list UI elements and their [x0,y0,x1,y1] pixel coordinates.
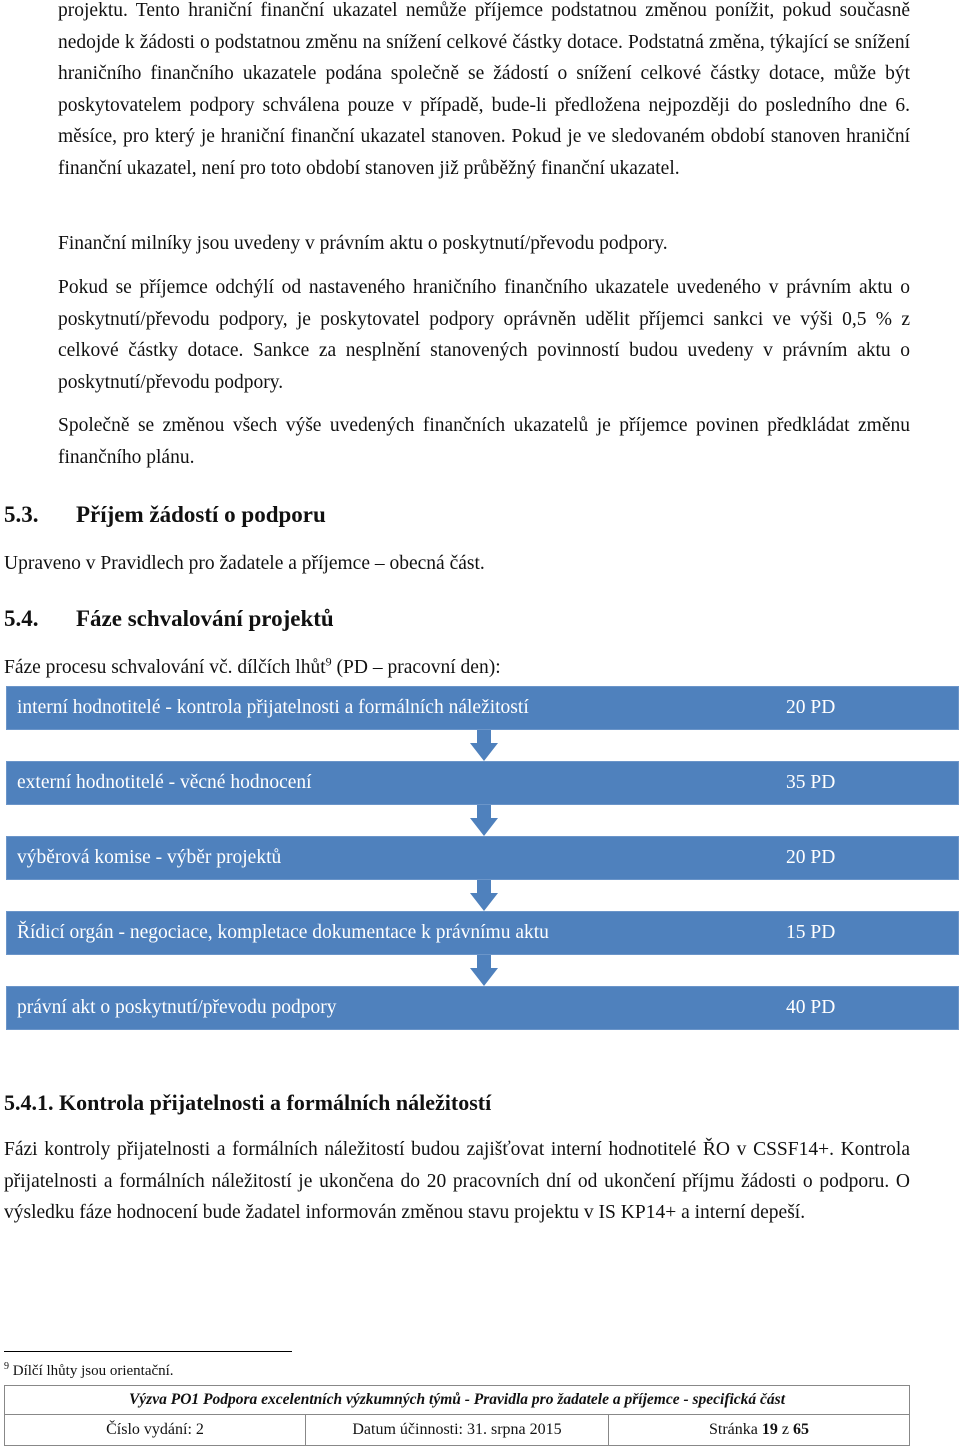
arrow-down-icon [470,805,498,836]
stage-duration: 20 PD [786,697,836,718]
page-of: z [777,1421,793,1438]
section-number: 5.3. [4,502,39,527]
stage-managing-authority [6,911,959,955]
paragraph-general-rules: Upraveno v Pravidlech pro žadatele a příjemce – obecná část. [4,553,485,574]
date-label: Datum účinnosti: [352,1421,467,1438]
section-heading-5-4 [4,606,334,632]
footer-document-title: Výzva PO1 Podpora excelentních výzkumných týmů - Pravidla pro žadatele a příjemce - specifická část [5,1386,910,1415]
phases-intro-rest: (PD – pracovní den): [331,657,501,678]
paragraph-financial-indicator: projektu. Tento hraniční finanční ukazatel nemůže příjemce podstatnou změnou ponížit, pokud současně nedojde k žádosti o podstatnou změnu na snížení celkové částky dotace. Podstatná změna, týkající se snížení hraničního finančního ukazatele podána společně se žádostí o snížení celkové částky dotace, může být poskytovatelem podpory schválena pouze v případě, bude-li předložena nejpozději do posledního dne 6. měsíce, pro který je hraniční finanční ukazatel stanoven. Pokud je ve sledovaném období stanoven hraniční finanční ukazatel, není pro toto období stanoven již průběžný finanční ukazatel. [58,0,910,179]
stage-label: externí hodnotitelé - věcné hodnocení [17,772,312,793]
stage-label: právní akt o poskytnutí/převodu podpory [17,997,337,1018]
footnote-divider [4,1351,292,1352]
stage-label: výběrová komise - výběr projektů [17,847,282,868]
stage-duration: 15 PD [786,922,836,943]
footnote-number: 9 [4,1361,9,1372]
footnote-text: Dílčí lhůty jsou orientační. [9,1363,174,1379]
footer-page [609,1415,910,1446]
page-total: 65 [792,1421,809,1438]
page-number: 19 [761,1421,778,1438]
section-heading-5-4-1: 5.4.1. Kontrola přijatelnosti a formálních náležitostí [4,1090,492,1115]
page-footer [4,1385,910,1446]
stage-label: interní hodnotitelé - kontrola přijatelnosti a formálních náležitostí [17,697,529,718]
paragraph-process-phases [4,652,910,684]
footer-date [306,1415,609,1446]
paragraph-admissibility-check: Fázi kontroly přijatelnosti a formálních náležitostí budou zajišťovat interní hodnotitelé ŘO v CSSF14+. Kontrola přijatelnosti a formálních náležitostí je ukončena do 20 pracovních dní od ukončení příjmu žádosti o podporu. O výsledku fáze hodnocení bude žadatel informován změnou stavu projektu v IS KP14+ a interní depeší. [4,1139,910,1223]
stage-internal-evaluation [6,686,959,730]
stage-duration: 35 PD [786,772,836,793]
arrow-down-icon [470,880,498,911]
section-title: Fáze schvalování projektů [76,606,334,631]
stage-external-evaluation [6,761,959,805]
stage-duration: 40 PD [786,997,836,1018]
issue-label: Číslo vydání: [106,1421,196,1438]
phases-intro: Fáze procesu schvalování vč. dílčích lhůt [4,657,326,678]
paragraph-sanction: Pokud se příjemce odchýlí od nastaveného hraničního finančního ukazatele uvedeného v právním aktu o poskytnutí/převodu podpory, je poskytovatel podpory oprávněn udělit příjemci sankci ve výši 0,5 % z celkové částky dotace. Sankce za nesplnění stanovených povinností budou uvedeny v právním aktu o poskytnutí/převodu podpory. [58,277,910,393]
approval-process-chart [6,686,959,1031]
footnote [4,1363,174,1380]
stage-duration: 20 PD [786,847,836,868]
footnote-ref[interactable]: 9 [325,654,332,669]
stage-legal-act [6,986,959,1030]
paragraph-milestones: Finanční milníky jsou uvedeny v právním aktu o poskytnutí/převodu podpory. [58,233,668,254]
date-value: 31. srpna 2015 [467,1421,562,1438]
paragraph-financial-plan: Společně se změnou všech výše uvedených finančních ukazatelů je příjemce povinen předkládat změnu finančního plánu. [58,415,910,468]
arrow-down-icon [470,955,498,986]
section-number: 5.4. [4,606,39,631]
page-label: Stránka [709,1421,762,1438]
section-heading-5-3 [4,502,326,528]
section-title: Příjem žádostí o podporu [76,502,326,527]
issue-value: 2 [195,1421,204,1438]
arrow-down-icon [470,730,498,761]
footer-issue [5,1415,306,1446]
stage-label: Řídicí orgán - negociace, kompletace dokumentace k právnímu aktu [17,922,549,943]
stage-selection-committee [6,836,959,880]
